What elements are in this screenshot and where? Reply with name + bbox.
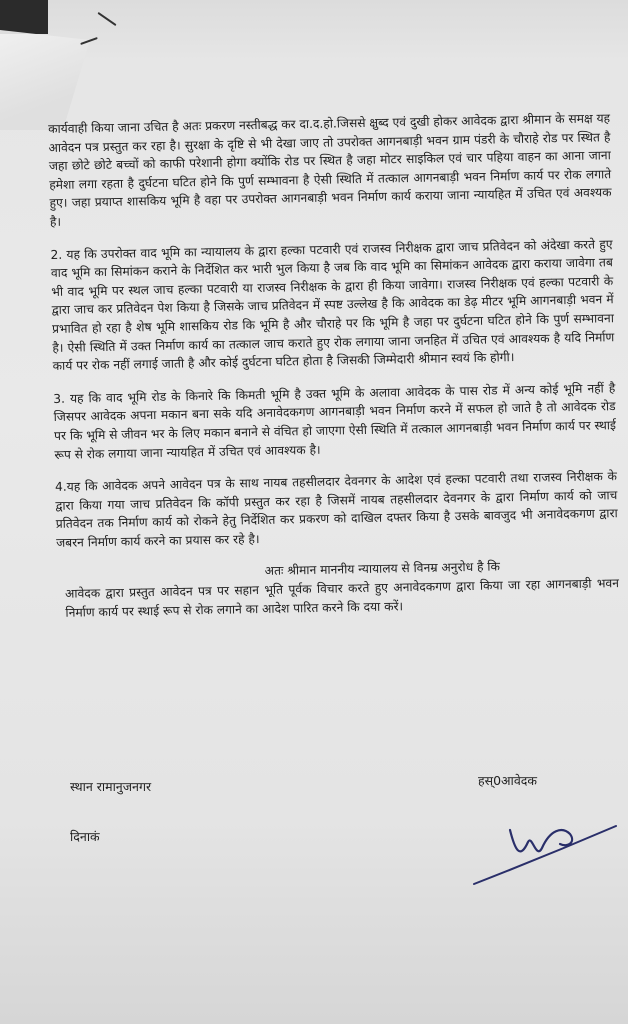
document-body <box>48 109 620 622</box>
request-line-1: अतः श्रीमान माननीय न्यायालय से विनम्र अनुरोध है कि <box>264 559 501 579</box>
signature-mark <box>470 790 620 900</box>
place-label: स्थान रामानुजनगर <box>70 779 152 794</box>
paragraph-2: 2. यह कि उपरोक्त वाद भूमि का न्यायालय के द्वारा हल्का पटवारी एवं राजस्व निरीक्षक द्वारा जाच प्रतिवेदन को अंदेखा करते हुए वाद भूमि का सिमांकन कराने के निर्देशित कर भारी भुल किया है जब कि वाद भूमि का सिमांकन आवेदक द्वारा कराया जावेगा तब भी वाद भूमि पर स्थल जाच हल्का पटवारी या राजस्व निरीक्षक के द्वारा ही किया जावेगा। राजस्व निरीक्षक एवं हल्का पटवारी के द्वारा जाच कर प्रतिवेदन पेश किया है जिसके जाच प्रतिवेदन में स्पष्ट उल्लेख है कि आवेदक का डेढ़ मीटर भूमि आगनबाड़ी भवन में प्रभावित हो रहा है शेष भूमि शासकिय रोड कि भूमि है और चौराहे पर कि भूमि है जहा पर दुर्घटना घटित होने कि पुर्ण सम्भावना है। ऐसी स्थिति में उक्त निर्माण कार्य का तत्काल जाच कराते हुए रोक लगाया जाना जनहित में उचित एवं आवश्यक है यदि निर्माण कार्य पर रोक नहीं लगाई जाती है और कोई दुर्घटना घटित होता है जिसकी जिम्मेदारी श्रीमान स्वयं कि होगी। <box>50 236 615 374</box>
paragraph-4: 4.यह कि आवेदक अपने आवेदन पत्र के साथ नायब तहसीलदार देवनगर के आदेश एवं हल्का पटवारी तथा राजस्व निरीक्षक के द्वारा किया गया जाच प्रतिवेदन कि कॉपी प्रस्तुत कर रहा है जिसमें नायब तहसीलदार देवनगर के द्वारा निर्माण कार्य को जाच प्रतिवेदन तक निर्माण कार्य को रोकने हेतु निर्देशित कर प्रकरण को दाखिल दफ्तर किया है उसके बावजुद भी अनावेदकगण द्वारा जबरन निर्माण कार्य करने का प्रयास कर रहे है। <box>54 469 618 550</box>
paragraph-3: 3. यह कि वाद भूमि रोड के किनारे कि किमती भूमि है उक्त भूमि के अलावा आवेदक के पास रोड में अन्य कोई भूमि नहीं है जिसपर आवेदक अपना मकान बना सके यदि अनावेदकगण आगनबाड़ी भवन निर्माण करने में सफल हो जाते है तो आवेदक रोड पर कि भूमि से जीवन भर के लिए मकान बनाने से वंचित हो जाएगा ऐसी स्थिति में तत्काल आगनबाड़ी भवन निर्माण कार्य पर स्थाई रूप से रोक लगाया जाना न्यायहित में उचित एवं आवश्यक है। <box>53 380 617 462</box>
background-edge <box>0 0 48 34</box>
paragraph-1: कार्यवाही किया जाना उचित है अतः प्रकरण नस्तीबद्ध कर दा.द.हो.जिससे क्षुब्द एवं दुखी होकर आवेदक द्वारा श्रीमान के समक्ष यह आवेदन पत्र प्रस्तुत कर रहा है। सुरक्षा के दृष्टि से भी देखा जाए तो उपरोक्त आगनबाड़ी भवन ग्राम पंडरी के चौराहे रोड पर स्थित है जहा छोटे छोटे बच्चों को काफी परेशानी होगा क्योंकि रोड पर स्थित है जहा मोटर साइकिल एवं चार पहिया वाहन का आना जाना हमेशा लगा रहता है दुर्घटना घटित होने कि पुर्ण सम्भावना है ऐसी स्थिति में तत्काल आगनबाड़ी भवन निर्माण कार्य पर रोक लगाते हुए। जहा प्रयाप्त शासकिय भूमि है वहा पर उपरोक्त आगनबाड़ी भवन निर्माण कार्य कराया जाना न्यायहित में उचित एवं अवश्यक है। <box>48 111 612 229</box>
request-text: आवेदक द्वारा प्रस्तुत आवेदन पत्र पर सहान भूति पूर्वक विचार करते हुए अनावेदकगण द्वारा किया जा रहा आगनबाड़ी भवन निर्माण कार्य पर स्थाई रूप से रोक लगाने का आदेश पारित करने कि दया करें। <box>64 576 620 620</box>
request-paragraph <box>57 556 620 623</box>
date-label: दिनाकं <box>70 829 100 844</box>
signature-label: हस्0आवेदक <box>478 773 538 788</box>
